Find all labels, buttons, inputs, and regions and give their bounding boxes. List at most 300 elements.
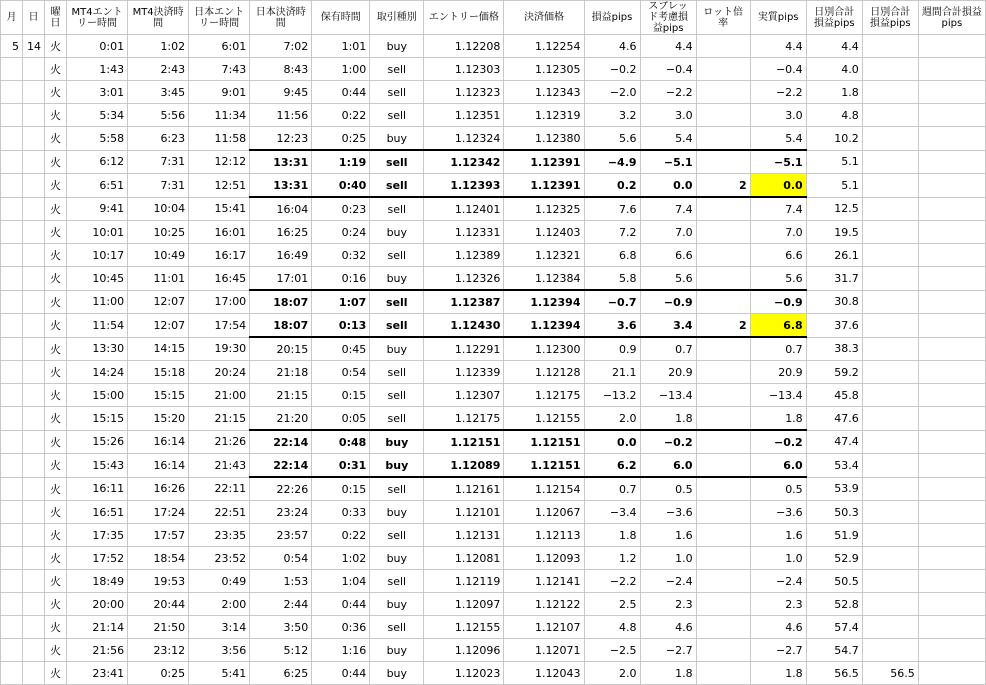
table-cell[interactable]: 15:43 (67, 454, 128, 478)
table-cell[interactable]: 5.6 (584, 127, 640, 151)
table-cell[interactable]: 1.12394 (504, 314, 584, 338)
table-cell[interactable]: 0:23 (312, 197, 370, 221)
table-cell[interactable]: 16:26 (128, 477, 189, 501)
table-cell[interactable]: 2.0 (584, 407, 640, 431)
table-cell[interactable]: 6:12 (67, 150, 128, 174)
table-cell[interactable]: 0.5 (640, 477, 696, 501)
table-cell[interactable]: 12:51 (189, 174, 250, 198)
table-cell[interactable]: 14 (23, 35, 45, 58)
table-cell[interactable]: 17:52 (67, 547, 128, 570)
table-cell[interactable] (1, 361, 23, 384)
table-cell[interactable]: 56.5 (806, 662, 862, 685)
table-cell[interactable] (696, 290, 750, 314)
table-cell[interactable]: sell (370, 314, 424, 338)
table-cell[interactable]: 21:15 (189, 407, 250, 431)
table-cell[interactable]: 50.3 (806, 501, 862, 524)
table-cell[interactable]: 10:49 (128, 244, 189, 267)
table-cell[interactable]: 2:00 (189, 593, 250, 616)
table-cell[interactable]: buy (370, 501, 424, 524)
table-cell[interactable] (862, 430, 918, 454)
table-cell[interactable]: 14:24 (67, 361, 128, 384)
table-cell[interactable]: −0.7 (584, 290, 640, 314)
table-cell[interactable] (1, 290, 23, 314)
table-cell[interactable]: 1:00 (312, 58, 370, 81)
table-cell[interactable]: 5.4 (750, 127, 806, 151)
table-cell[interactable] (918, 662, 985, 685)
table-cell[interactable]: 1:07 (312, 290, 370, 314)
table-cell[interactable] (1, 314, 23, 338)
table-cell[interactable] (918, 547, 985, 570)
table-cell[interactable]: 23:41 (67, 662, 128, 685)
table-cell[interactable] (862, 407, 918, 431)
table-cell[interactable]: 50.5 (806, 570, 862, 593)
table-cell[interactable]: 0:22 (312, 524, 370, 547)
table-cell[interactable]: 0:16 (312, 267, 370, 291)
table-cell[interactable] (1, 81, 23, 104)
table-cell[interactable]: 9:41 (67, 197, 128, 221)
table-cell[interactable]: sell (370, 290, 424, 314)
table-cell[interactable]: 1.8 (750, 662, 806, 685)
table-cell[interactable]: 1.8 (640, 662, 696, 685)
table-cell[interactable] (23, 314, 45, 338)
table-cell[interactable]: 火 (45, 197, 67, 221)
column-header[interactable]: 月 (1, 1, 23, 35)
table-cell[interactable]: 15:41 (189, 197, 250, 221)
table-cell[interactable]: 3.0 (640, 104, 696, 127)
table-cell[interactable] (1, 477, 23, 501)
table-cell[interactable]: −13.2 (584, 384, 640, 407)
column-header[interactable]: 損益pips (584, 1, 640, 35)
table-cell[interactable] (918, 197, 985, 221)
table-cell[interactable]: 1.12151 (504, 430, 584, 454)
column-header[interactable]: 取引種別 (370, 1, 424, 35)
table-cell[interactable]: 13:30 (67, 337, 128, 361)
table-cell[interactable] (918, 35, 985, 58)
table-cell[interactable]: 火 (45, 81, 67, 104)
table-cell[interactable]: 0:05 (312, 407, 370, 431)
table-cell[interactable]: 火 (45, 477, 67, 501)
column-header[interactable]: 曜日 (45, 1, 67, 35)
column-header[interactable]: ロット倍率 (696, 1, 750, 35)
table-cell[interactable]: 21:15 (250, 384, 312, 407)
table-cell[interactable]: 20:44 (128, 593, 189, 616)
table-cell[interactable]: 1.12300 (504, 337, 584, 361)
table-cell[interactable]: 30.8 (806, 290, 862, 314)
table-cell[interactable]: −4.9 (584, 150, 640, 174)
table-cell[interactable]: 5:34 (67, 104, 128, 127)
table-cell[interactable]: 5:58 (67, 127, 128, 151)
table-cell[interactable] (23, 104, 45, 127)
table-cell[interactable]: 1.12387 (424, 290, 504, 314)
table-cell[interactable]: 0.7 (640, 337, 696, 361)
table-cell[interactable]: 1.12208 (424, 35, 504, 58)
table-cell[interactable]: 21:18 (250, 361, 312, 384)
table-cell[interactable] (696, 221, 750, 244)
table-cell[interactable] (696, 267, 750, 291)
table-cell[interactable]: 火 (45, 454, 67, 478)
table-cell[interactable] (23, 547, 45, 570)
table-cell[interactable]: 1.12071 (504, 639, 584, 662)
table-cell[interactable] (862, 454, 918, 478)
table-cell[interactable] (1, 244, 23, 267)
table-cell[interactable]: 火 (45, 430, 67, 454)
table-cell[interactable] (696, 570, 750, 593)
table-cell[interactable]: 1:01 (312, 35, 370, 58)
table-cell[interactable]: 16:14 (128, 454, 189, 478)
table-cell[interactable]: 18:49 (67, 570, 128, 593)
table-cell[interactable]: 火 (45, 244, 67, 267)
table-cell[interactable] (862, 639, 918, 662)
table-cell[interactable]: 20:00 (67, 593, 128, 616)
table-cell[interactable]: 1.12339 (424, 361, 504, 384)
table-cell[interactable]: 1.12351 (424, 104, 504, 127)
table-cell[interactable]: 15:20 (128, 407, 189, 431)
table-cell[interactable]: 9:01 (189, 81, 250, 104)
table-cell[interactable]: 5:56 (128, 104, 189, 127)
table-cell[interactable]: 31.7 (806, 267, 862, 291)
table-cell[interactable]: 11:34 (189, 104, 250, 127)
table-cell[interactable]: 21.1 (584, 361, 640, 384)
table-cell[interactable]: 1.12089 (424, 454, 504, 478)
table-cell[interactable]: 1.12131 (424, 524, 504, 547)
table-cell[interactable]: 1.12151 (504, 454, 584, 478)
table-cell[interactable] (918, 267, 985, 291)
table-cell[interactable]: 0:25 (312, 127, 370, 151)
table-cell[interactable]: 0:15 (312, 477, 370, 501)
table-cell[interactable]: 火 (45, 593, 67, 616)
table-cell[interactable]: 1:19 (312, 150, 370, 174)
table-cell[interactable]: 1:16 (312, 639, 370, 662)
table-cell[interactable]: 4.4 (750, 35, 806, 58)
table-cell[interactable]: 5.6 (750, 267, 806, 291)
table-cell[interactable]: 1.12113 (504, 524, 584, 547)
table-cell[interactable]: 21:20 (250, 407, 312, 431)
table-cell[interactable]: 20.9 (750, 361, 806, 384)
table-cell[interactable]: 1.12343 (504, 81, 584, 104)
table-cell[interactable]: 1.12175 (424, 407, 504, 431)
table-cell[interactable] (23, 244, 45, 267)
table-cell[interactable]: 火 (45, 174, 67, 198)
table-cell[interactable]: 12.5 (806, 197, 862, 221)
table-cell[interactable]: buy (370, 639, 424, 662)
table-cell[interactable]: 22:14 (250, 454, 312, 478)
table-cell[interactable] (23, 81, 45, 104)
table-cell[interactable]: 12:07 (128, 290, 189, 314)
table-cell[interactable]: 1.12122 (504, 593, 584, 616)
table-cell[interactable]: 2.3 (750, 593, 806, 616)
table-cell[interactable] (1, 267, 23, 291)
table-cell[interactable] (23, 477, 45, 501)
table-cell[interactable] (1, 454, 23, 478)
table-cell[interactable] (918, 174, 985, 198)
table-cell[interactable]: 0:15 (312, 384, 370, 407)
table-cell[interactable] (23, 290, 45, 314)
table-cell[interactable]: sell (370, 524, 424, 547)
column-header[interactable]: 保有時間 (312, 1, 370, 35)
table-cell[interactable]: 10:25 (128, 221, 189, 244)
table-cell[interactable] (1, 593, 23, 616)
table-cell[interactable]: 16:17 (189, 244, 250, 267)
table-cell[interactable] (23, 662, 45, 685)
table-cell[interactable]: 5:12 (250, 639, 312, 662)
table-cell[interactable]: 火 (45, 524, 67, 547)
table-cell[interactable]: 14:15 (128, 337, 189, 361)
table-cell[interactable]: 10.2 (806, 127, 862, 151)
table-cell[interactable]: 火 (45, 662, 67, 685)
table-cell[interactable]: −5.1 (640, 150, 696, 174)
table-cell[interactable] (918, 361, 985, 384)
table-cell[interactable] (862, 104, 918, 127)
table-cell[interactable]: −0.2 (640, 430, 696, 454)
table-cell[interactable]: 1:43 (67, 58, 128, 81)
table-cell[interactable] (918, 454, 985, 478)
table-cell[interactable]: 10:04 (128, 197, 189, 221)
table-cell[interactable] (918, 616, 985, 639)
table-cell[interactable] (696, 501, 750, 524)
table-cell[interactable] (696, 593, 750, 616)
table-cell[interactable]: 57.4 (806, 616, 862, 639)
table-cell[interactable]: 22:11 (189, 477, 250, 501)
table-cell[interactable]: −13.4 (750, 384, 806, 407)
table-cell[interactable]: 火 (45, 639, 67, 662)
table-cell[interactable]: buy (370, 593, 424, 616)
table-cell[interactable] (23, 616, 45, 639)
table-cell[interactable]: 2 (696, 174, 750, 198)
table-cell[interactable]: 2:44 (250, 593, 312, 616)
table-cell[interactable] (918, 150, 985, 174)
table-cell[interactable]: 1:02 (312, 547, 370, 570)
table-cell[interactable]: 17:35 (67, 524, 128, 547)
table-cell[interactable]: −13.4 (640, 384, 696, 407)
table-cell[interactable]: 7.0 (640, 221, 696, 244)
table-cell[interactable]: 13:31 (250, 174, 312, 198)
column-header[interactable]: MT4エントリー時間 (67, 1, 128, 35)
table-cell[interactable]: 1.8 (584, 524, 640, 547)
table-cell[interactable]: 1.12325 (504, 197, 584, 221)
table-cell[interactable] (1, 570, 23, 593)
table-cell[interactable]: 3:45 (128, 81, 189, 104)
column-header[interactable]: 日別合計損益pips (862, 1, 918, 35)
table-cell[interactable]: 0:48 (312, 430, 370, 454)
table-cell[interactable]: 3.0 (750, 104, 806, 127)
table-cell[interactable]: 6.6 (750, 244, 806, 267)
table-cell[interactable]: 5.6 (640, 267, 696, 291)
table-cell[interactable]: 火 (45, 407, 67, 431)
table-cell[interactable] (1, 430, 23, 454)
table-cell[interactable] (862, 174, 918, 198)
table-cell[interactable]: 4.6 (640, 616, 696, 639)
table-cell[interactable]: 16:51 (67, 501, 128, 524)
table-cell[interactable]: 18:07 (250, 314, 312, 338)
table-cell[interactable] (23, 384, 45, 407)
table-cell[interactable]: 17:24 (128, 501, 189, 524)
table-cell[interactable]: 2:43 (128, 58, 189, 81)
table-cell[interactable]: 21:14 (67, 616, 128, 639)
table-cell[interactable]: 0:22 (312, 104, 370, 127)
table-cell[interactable] (918, 570, 985, 593)
table-cell[interactable] (23, 267, 45, 291)
table-cell[interactable]: 火 (45, 501, 67, 524)
table-cell[interactable]: 16:45 (189, 267, 250, 291)
table-cell[interactable]: 23:57 (250, 524, 312, 547)
table-cell[interactable]: 1.12107 (504, 616, 584, 639)
table-cell[interactable] (1, 662, 23, 685)
table-cell[interactable]: 0:13 (312, 314, 370, 338)
table-cell[interactable]: buy (370, 430, 424, 454)
table-cell[interactable]: 52.9 (806, 547, 862, 570)
table-cell[interactable]: 1.12023 (424, 662, 504, 685)
table-cell[interactable]: 0:31 (312, 454, 370, 478)
table-cell[interactable]: 4.8 (584, 616, 640, 639)
table-cell[interactable]: 7.0 (750, 221, 806, 244)
table-cell[interactable] (23, 174, 45, 198)
table-cell[interactable]: 1.12323 (424, 81, 504, 104)
table-cell[interactable]: 4.4 (640, 35, 696, 58)
table-cell[interactable]: 0:25 (128, 662, 189, 685)
table-cell[interactable]: −2.7 (640, 639, 696, 662)
table-cell[interactable] (1, 547, 23, 570)
table-cell[interactable]: 53.9 (806, 477, 862, 501)
table-cell[interactable]: 6.2 (584, 454, 640, 478)
table-cell[interactable] (918, 384, 985, 407)
table-cell[interactable]: 1.12155 (504, 407, 584, 431)
table-cell[interactable]: −0.2 (750, 430, 806, 454)
table-cell[interactable]: 7:02 (250, 35, 312, 58)
table-cell[interactable]: 0:45 (312, 337, 370, 361)
table-cell[interactable]: 59.2 (806, 361, 862, 384)
table-cell[interactable]: 1.12043 (504, 662, 584, 685)
table-cell[interactable]: 1.6 (750, 524, 806, 547)
table-cell[interactable]: 16:11 (67, 477, 128, 501)
table-cell[interactable]: 0:49 (189, 570, 250, 593)
table-cell[interactable] (23, 197, 45, 221)
table-cell[interactable]: −2.4 (750, 570, 806, 593)
table-cell[interactable] (862, 197, 918, 221)
table-cell[interactable] (862, 384, 918, 407)
table-cell[interactable]: 3:50 (250, 616, 312, 639)
table-cell[interactable]: 1.12303 (424, 58, 504, 81)
table-cell[interactable]: −0.4 (750, 58, 806, 81)
table-cell[interactable]: buy (370, 221, 424, 244)
table-cell[interactable]: 火 (45, 127, 67, 151)
table-cell[interactable] (1, 639, 23, 662)
table-cell[interactable]: 火 (45, 384, 67, 407)
table-cell[interactable]: 1.12151 (424, 430, 504, 454)
table-cell[interactable] (918, 244, 985, 267)
table-cell[interactable] (1, 501, 23, 524)
table-cell[interactable] (918, 127, 985, 151)
table-cell[interactable] (918, 639, 985, 662)
table-cell[interactable]: 13:31 (250, 150, 312, 174)
table-cell[interactable]: −3.4 (584, 501, 640, 524)
table-cell[interactable]: 11:01 (128, 267, 189, 291)
table-cell[interactable]: 12:12 (189, 150, 250, 174)
table-cell[interactable]: 0.0 (640, 174, 696, 198)
table-cell[interactable]: 1.12096 (424, 639, 504, 662)
table-cell[interactable] (862, 616, 918, 639)
table-cell[interactable]: 0:44 (312, 593, 370, 616)
table-cell[interactable] (862, 593, 918, 616)
table-cell[interactable]: 20.9 (640, 361, 696, 384)
table-cell[interactable] (696, 639, 750, 662)
table-cell[interactable] (23, 407, 45, 431)
table-cell[interactable]: 6:01 (189, 35, 250, 58)
table-cell[interactable]: sell (370, 244, 424, 267)
table-cell[interactable]: 38.3 (806, 337, 862, 361)
table-cell[interactable]: 9:45 (250, 81, 312, 104)
table-cell[interactable]: 1.12430 (424, 314, 504, 338)
column-header[interactable]: 日本エントリー時間 (189, 1, 250, 35)
table-cell[interactable]: 16:04 (250, 197, 312, 221)
table-cell[interactable] (918, 314, 985, 338)
table-cell[interactable] (696, 477, 750, 501)
table-cell[interactable]: 0:54 (312, 361, 370, 384)
table-cell[interactable]: 1.0 (640, 547, 696, 570)
table-cell[interactable] (23, 430, 45, 454)
table-cell[interactable]: 21:50 (128, 616, 189, 639)
table-cell[interactable]: 3:14 (189, 616, 250, 639)
table-cell[interactable] (862, 337, 918, 361)
table-cell[interactable] (918, 430, 985, 454)
table-cell[interactable]: 11:54 (67, 314, 128, 338)
table-cell[interactable]: 4.0 (806, 58, 862, 81)
table-cell[interactable]: 47.6 (806, 407, 862, 431)
table-cell[interactable] (862, 547, 918, 570)
table-cell[interactable]: 1:04 (312, 570, 370, 593)
table-cell[interactable]: 2.3 (640, 593, 696, 616)
table-cell[interactable] (862, 267, 918, 291)
table-cell[interactable]: 1.12380 (504, 127, 584, 151)
table-cell[interactable] (862, 35, 918, 58)
table-cell[interactable] (23, 501, 45, 524)
table-cell[interactable]: 3.4 (640, 314, 696, 338)
table-cell[interactable]: 16:01 (189, 221, 250, 244)
table-cell[interactable] (918, 501, 985, 524)
table-cell[interactable]: 7.4 (640, 197, 696, 221)
table-cell[interactable]: 18:54 (128, 547, 189, 570)
table-cell[interactable] (862, 501, 918, 524)
table-cell[interactable] (862, 290, 918, 314)
table-cell[interactable]: 0:32 (312, 244, 370, 267)
table-cell[interactable]: 5.1 (806, 174, 862, 198)
table-cell[interactable] (918, 477, 985, 501)
table-cell[interactable]: 1.12389 (424, 244, 504, 267)
table-cell[interactable]: 0.7 (750, 337, 806, 361)
table-cell[interactable]: 0:44 (312, 662, 370, 685)
table-cell[interactable] (23, 454, 45, 478)
table-cell[interactable]: 7.4 (750, 197, 806, 221)
table-cell[interactable]: 11:00 (67, 290, 128, 314)
table-cell[interactable] (862, 477, 918, 501)
table-cell[interactable] (696, 244, 750, 267)
table-cell[interactable]: 火 (45, 221, 67, 244)
table-cell[interactable]: 1.12391 (504, 150, 584, 174)
table-cell[interactable]: sell (370, 361, 424, 384)
table-cell[interactable]: −2.2 (750, 81, 806, 104)
table-cell[interactable]: 6.6 (640, 244, 696, 267)
table-cell[interactable]: 21:00 (189, 384, 250, 407)
table-cell[interactable]: 4.4 (806, 35, 862, 58)
table-cell[interactable]: 0:54 (250, 547, 312, 570)
table-cell[interactable]: 22:26 (250, 477, 312, 501)
table-cell[interactable]: 1.0 (750, 547, 806, 570)
table-cell[interactable]: 23:52 (189, 547, 250, 570)
table-cell[interactable]: 18:07 (250, 290, 312, 314)
table-cell[interactable]: sell (370, 81, 424, 104)
table-cell[interactable] (862, 221, 918, 244)
table-cell[interactable]: 火 (45, 570, 67, 593)
table-cell[interactable]: 火 (45, 35, 67, 58)
